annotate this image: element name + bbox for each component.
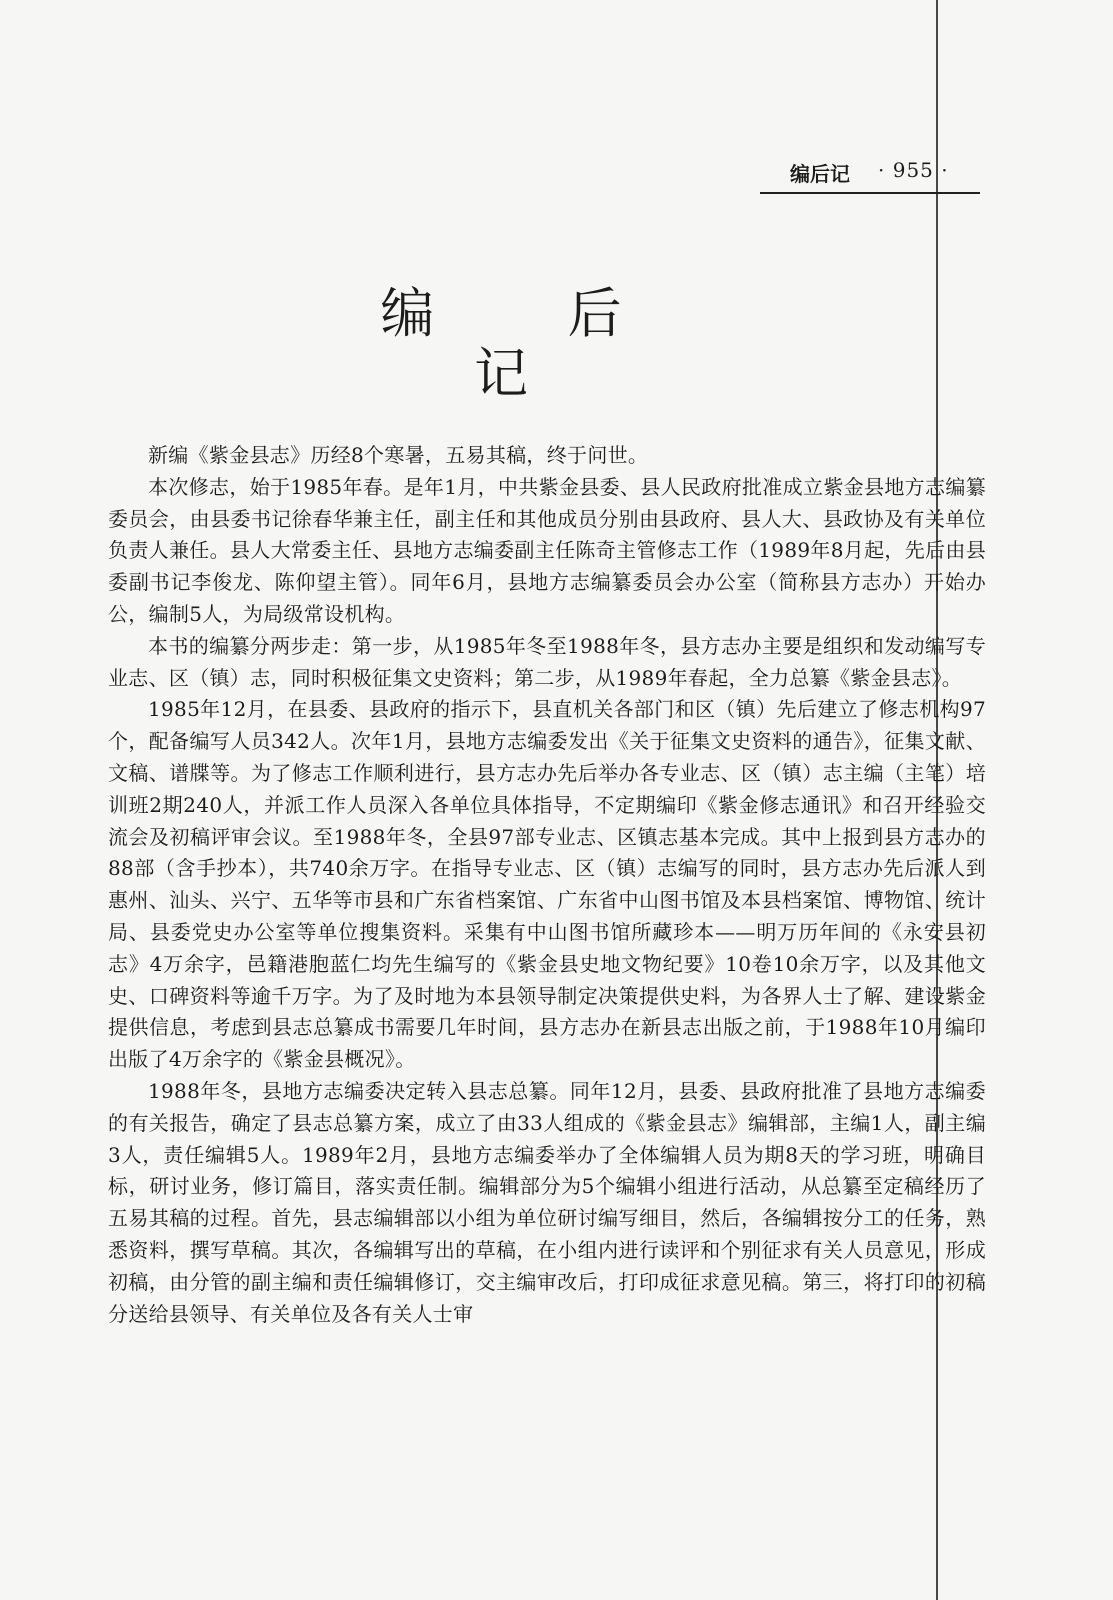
paragraph: 本书的编纂分两步走：第一步，从1985年冬至1988年冬，县方志办主要是组织和发动编写专业志、区（镇）志，同时积极征集文史资料；第二步，从1989年春起，全力总纂《紫金县志》。	[108, 633, 986, 690]
article-body	[108, 440, 986, 1330]
page-number: · 955 ·	[878, 158, 949, 182]
paragraph: 1985年12月，在县委、县政府的指示下，县直机关各部门和区（镇）先后建立了修志机构97个，配备编写人员342人。次年1月，县地方志编委发出《关于征集文史资料的通告》，征集文献、文稿、谱牒等。为了修志工作顺利进行，县方志办先后举办各专业志、区（镇）志主编（主笔）培训班2期240人，并派工作人员深入各单位具体指导，不定期编印《紫金修志通讯》和召开经验交流会及初稿评审会议。至1988年冬，全县97部专业志、区镇志基本完成。其中上报到县方志办的88部（含手抄本），共740余万字。在指导专业志、区（镇）志编写的同时，县方志办先后派人到惠州、汕头、兴宁、五华等市县和广东省档案馆、广东省中山图书馆及本县档案馆、博物馆、统计局、县委党史办公室等单位搜集资料。采集有中山图书馆所藏珍本——明万历年间的《永安县初志》4万余字，邑籍港胞蓝仁均先生编写的《紫金县史地文物纪要》10卷10余万字，以及其他文史、口碑资料等逾千万字。为了及时地为本县领导制定决策提供史料，为各界人士了解、建设紫金提供信息，考虑到县志总纂成书需要几年时间，县方志办在新县志出版之前，于1988年10月编印出版了4万余字的《紫金县概况》。	[108, 697, 986, 1072]
page-title: 编 后 记	[380, 282, 680, 405]
paragraph: 1988年冬，县地方志编委决定转入县志总纂。同年12月，县委、县政府批准了县地方志编委的有关报告，确定了县志总纂方案，成立了由33人组成的《紫金县志》编辑部，主编1人，副主编3人，责任编辑5人。1989年2月，县地方志编委举办了全体编辑人员为期8天的学习班，明确目标，研讨业务，修订篇目，落实责任制。编辑部分为5个编辑小组进行活动，从总纂至定稿经历了五易其稿的过程。首先，县志编辑部以小组为单位研讨编写细目，然后，各编辑按分工的任务，熟悉资料，撰写草稿。其次，各编辑写出的草稿，在小组内进行读评和个别征求有关人员意见，形成初稿，由分管的副主编和责任编辑修订，交主编审改后，打印成征求意见稿。第三，将打印的初稿分送给县领导、有关单位及各有关人士审	[108, 1078, 986, 1326]
paragraph: 新编《紫金县志》历经8个寒暑，五易其稿，终于问世。	[148, 443, 649, 467]
running-header	[760, 152, 980, 194]
running-header-section: 编后记	[790, 162, 850, 186]
paragraph: 本次修志，始于1985年春。是年1月，中共紫金县委、县人民政府批准成立紫金县地方志编纂委员会，由县委书记徐春华兼主任，副主任和其他成员分别由县政府、县人大、县政协及有关单位负责人兼任。县人大常委主任、县地方志编委副主任陈奇主管修志工作（1989年8月起，先后由县委副书记李俊龙、陈仰望主管）。同年6月，县地方志编纂委员会办公室（简称县方志办）开始办公，编制5人，为局级常设机构。	[108, 474, 986, 626]
